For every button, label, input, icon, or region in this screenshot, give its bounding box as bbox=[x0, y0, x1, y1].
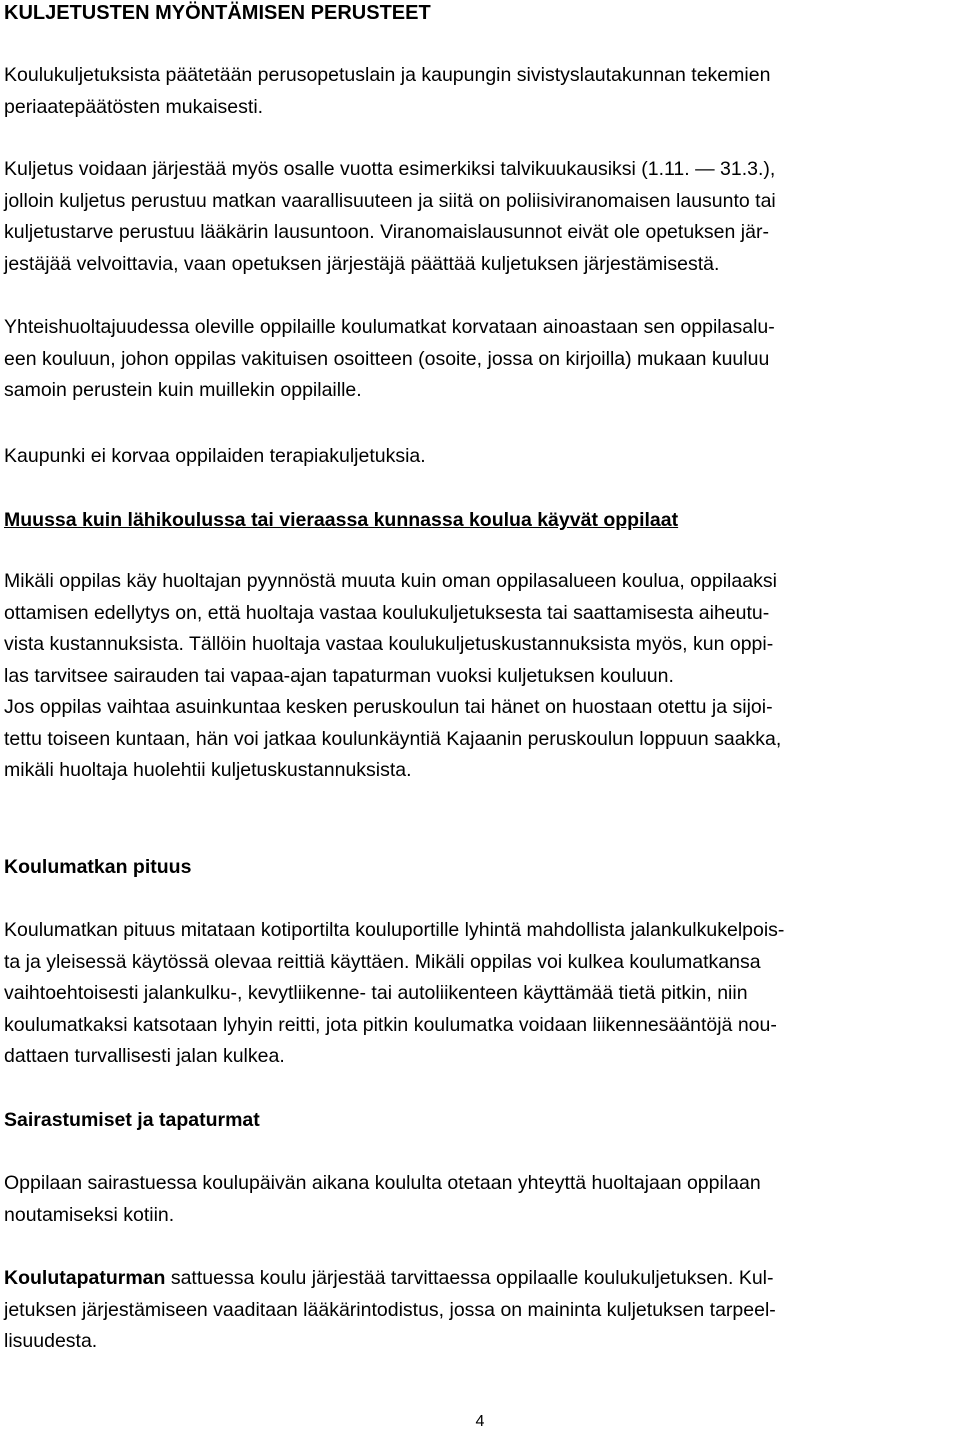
text-line: Jos oppilas vaihtaa asuinkuntaa kesken peruskoulun tai hänet on huostaan otettu ja sijoi- bbox=[4, 696, 773, 718]
text-line: vista kustannuksista. Tällöin huoltaja vastaa koulukuljetuskustannuksista myös, kun oppi- bbox=[4, 633, 774, 655]
paragraph-school-accident bbox=[4, 1263, 954, 1358]
section-heading-distance: Koulumatkan pituus bbox=[4, 856, 192, 878]
text-line: jestäjää velvoittavia, vaan opetuksen järjestäjä päättää kuljetuksen järjestämisestä. bbox=[4, 252, 720, 275]
text-line: noutamiseksi kotiin. bbox=[4, 1203, 175, 1226]
section-heading-other-schools: Muussa kuin lähikoulussa tai vieraassa kunnassa koulua käyvät oppilaat bbox=[4, 509, 679, 531]
bold-term: Koulutapaturman bbox=[4, 1267, 166, 1289]
section-heading-illness-accidents: Sairastumiset ja tapaturmat bbox=[4, 1109, 260, 1131]
text-line: Koulumatkan pituus mitataan kotiportilta kouluportille lyhintä mahdollista jalankulkukelpois- bbox=[4, 919, 785, 941]
text-line: Oppilaan sairastuessa koulupäivän aikana koululta otetaan yhteyttä huoltajaan oppilaan bbox=[4, 1172, 761, 1194]
text-line: Kuljetus voidaan järjestää myös osalle vuotta esimerkiksi talvikuukausiksi (1.11. — 31.3.), bbox=[4, 158, 776, 180]
paragraph-legal-basis bbox=[4, 60, 954, 123]
paragraph-joint-custody bbox=[4, 312, 954, 407]
paragraph-seasonal-transport bbox=[4, 154, 954, 280]
paragraph-distance bbox=[4, 915, 954, 1073]
text-run: sattuessa koulu järjestää tarvittaessa oppilaalle koulukuljetuksen. Kul- bbox=[165, 1267, 774, 1289]
text-line: las tarvitsee sairauden tai vapaa-ajan tapaturman vuoksi kuljetuksen kouluun. bbox=[4, 664, 674, 687]
text-line: jolloin kuljetus perustuu matkan vaarallisuuteen ja siitä on poliisiviranomaisen lausunto tai bbox=[4, 189, 776, 212]
text-line: samoin perustein kuin muillekin oppilaille. bbox=[4, 379, 362, 401]
text-line bbox=[4, 1263, 954, 1295]
text-line: dattaen turvallisesti jalan kulkea. bbox=[4, 1045, 285, 1067]
text-line: koulumatkaksi katsotaan lyhyin reitti, jota pitkin koulumatka voidaan liikennesääntöjä nou- bbox=[4, 1013, 777, 1036]
text-line: ottamisen edellytys on, että huoltaja vastaa koulukuljetuksesta tai saattamisesta aiheutu- bbox=[4, 601, 770, 624]
text-line: mikäli huoltaja huolehtii kuljetuskustannuksista. bbox=[4, 759, 412, 781]
text-line: Kaupunki ei korvaa oppilaiden terapiakuljetuksia. bbox=[4, 445, 426, 467]
text-line: Koulukuljetuksista päätetään perusopetuslain ja kaupungin sivistyslautakunnan tekemien bbox=[4, 64, 771, 86]
page-number: 4 bbox=[475, 1413, 485, 1430]
text-line: Yhteishuoltajuudessa oleville oppilaille koulumatkat korvataan ainoastaan sen oppilasalu- bbox=[4, 316, 775, 338]
document-title: KULJETUSTEN MYÖNTÄMISEN PERUSTEET bbox=[4, 2, 431, 24]
text-line: ta ja yleisessä käytössä olevaa reittiä käyttäen. Mikäli oppilas voi kulkea koulumatkansa bbox=[4, 950, 761, 973]
text-line: kuljetustarve perustuu lääkärin lausuntoon. Viranomaislausunnot eivät ole opetuksen jär- bbox=[4, 221, 769, 243]
text-line: periaatepäätösten mukaisesti. bbox=[4, 95, 264, 118]
text-line: een kouluun, johon oppilas vakituisen osoitteen (osoite, jossa on kirjoilla) mukaan kuuluu bbox=[4, 347, 770, 370]
text-line: Mikäli oppilas käy huoltajan pyynnöstä muuta kuin oman oppilasalueen koulua, oppilaaksi bbox=[4, 570, 777, 592]
text-line: tettu toiseen kuntaan, hän voi jatkaa koulunkäyntiä Kajaanin peruskoulun loppuun saakka, bbox=[4, 727, 782, 750]
paragraph-illness bbox=[4, 1168, 954, 1231]
text-line: lisuudesta. bbox=[4, 1330, 98, 1352]
text-line: vaihtoehtoisesti jalankulku-, kevytliikenne- tai autoliikenteen käyttämää tietä pitkin, niin bbox=[4, 982, 748, 1004]
text-line: jetuksen järjestämiseen vaaditaan lääkärintodistus, jossa on maininta kuljetuksen tarpeel- bbox=[4, 1298, 776, 1321]
paragraph-other-school bbox=[4, 566, 954, 787]
paragraph-therapy-transport bbox=[4, 441, 954, 473]
